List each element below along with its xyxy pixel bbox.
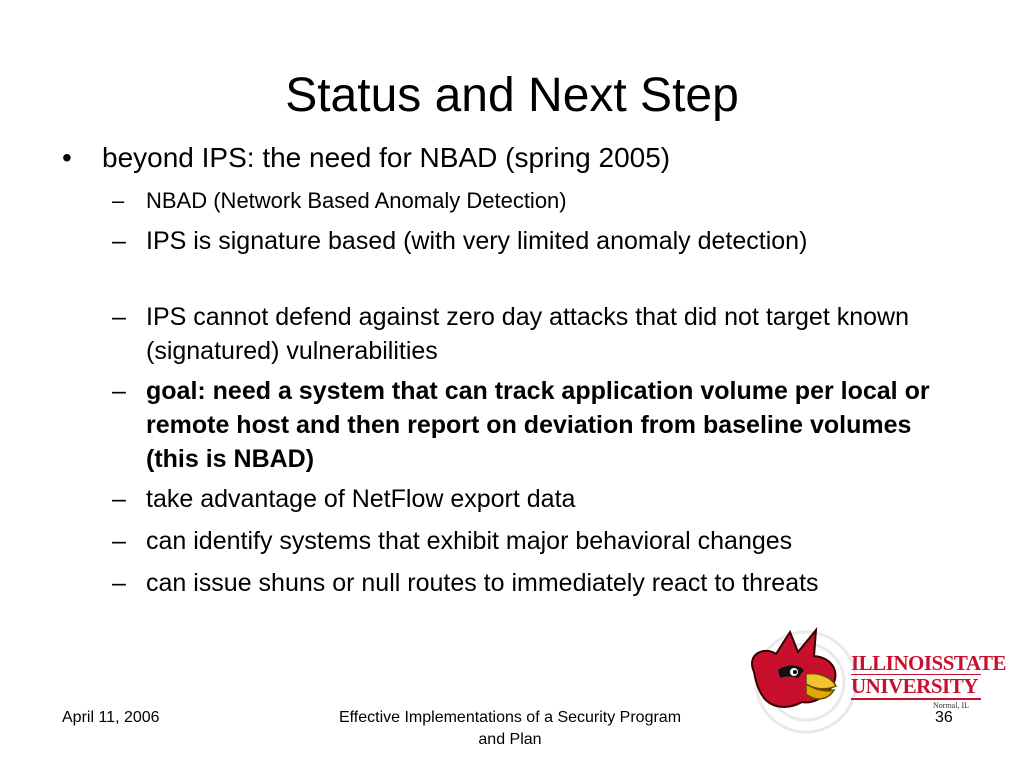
university-wordmark: [851, 651, 1006, 711]
dash-icon: –: [112, 569, 126, 597]
sub-bullet-text: take advantage of NetFlow export data: [146, 485, 576, 513]
sub-bullet-text: NBAD (Network Based Anomaly Detection): [146, 188, 567, 213]
sub-bullet-text: goal: need a system that can track application volume per local or remote host and then report on deviation from baseline volumes (this is NBAD): [146, 377, 930, 473]
wordmark-line1: ILLINOISSTATE: [851, 651, 1006, 675]
sub-bullet-text: IPS cannot defend against zero day attacks that did not target known (signatured) vulnerabilities: [146, 303, 909, 365]
dash-icon: –: [112, 188, 125, 213]
footer-presentation-title: Effective Implementations of a Security Program and Plan: [338, 709, 682, 748]
sub-bullet-text: can issue shuns or null routes to immediately react to threats: [146, 569, 819, 597]
sub-bullet-text: IPS is signature based (with very limited anomaly detection): [146, 227, 808, 255]
dash-icon: –: [112, 527, 126, 555]
slide-number: 36: [935, 709, 953, 726]
dash-icon: –: [112, 303, 126, 331]
dash-icon: –: [112, 485, 126, 513]
bullet-icon: •: [62, 142, 72, 173]
wordmark-location: Normal, IL: [933, 701, 969, 710]
dash-icon: –: [112, 377, 126, 405]
sub-bullet-text: can identify systems that exhibit major behavioral changes: [146, 527, 793, 555]
footer-date: April 11, 2006: [62, 709, 160, 726]
redbird-mascot-icon: [752, 630, 836, 707]
wordmark-line2: UNIVERSITY: [851, 675, 981, 700]
slide-title: Status and Next Step: [285, 69, 739, 122]
dash-icon: –: [112, 227, 126, 255]
main-bullet-text: beyond IPS: the need for NBAD (spring 2005): [102, 142, 671, 173]
